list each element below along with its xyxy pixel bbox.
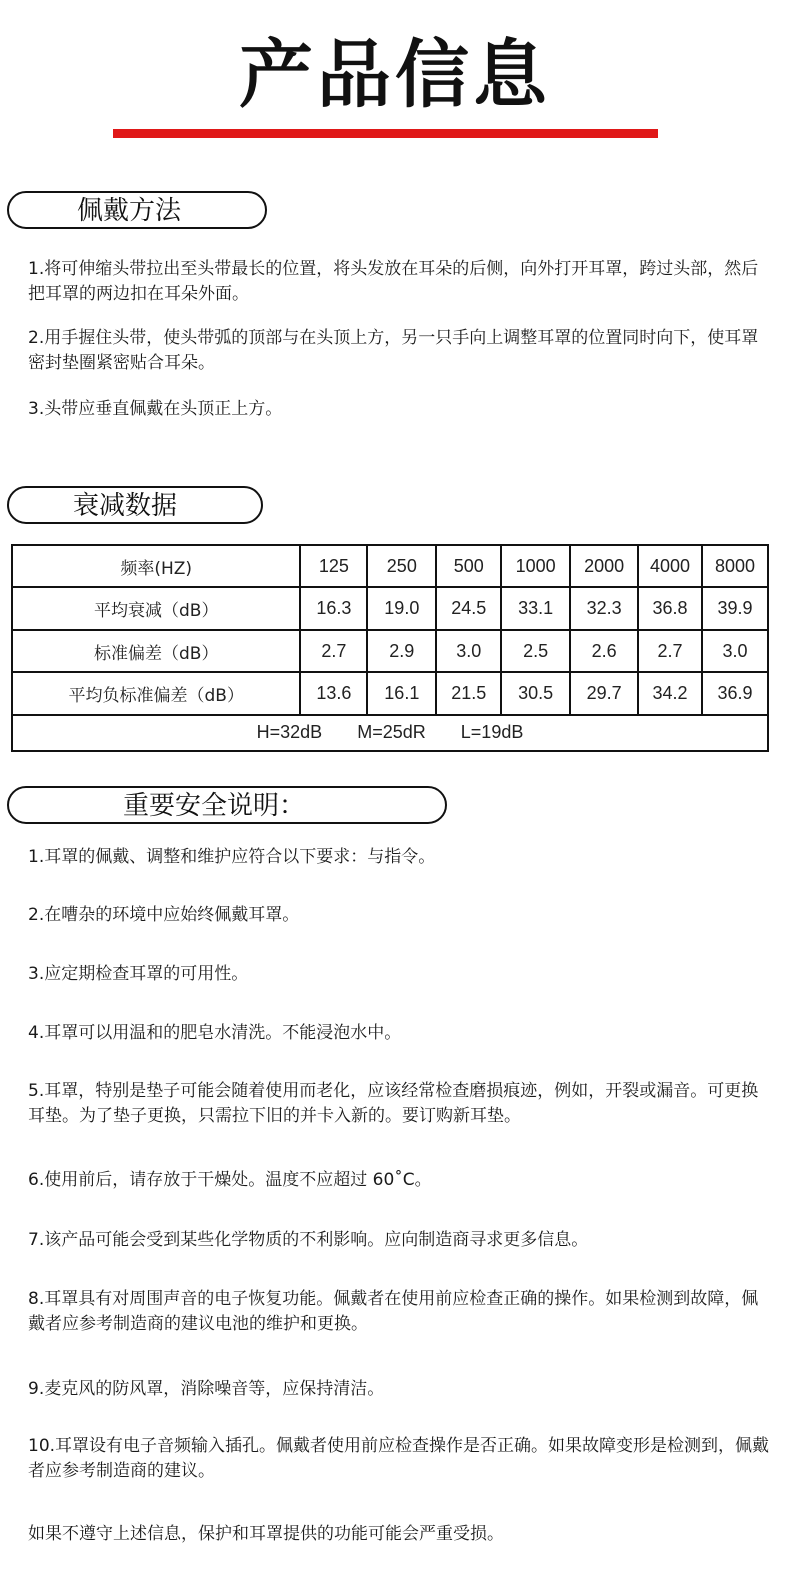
safety-item: 1.耳罩的佩戴、调整和维护应符合以下要求：与指令。: [28, 847, 436, 867]
frequency-cell: 125: [300, 545, 367, 587]
value-cell: 29.7: [570, 672, 638, 714]
row-label: 标准偏差（dB）: [12, 630, 300, 672]
summary-cell: [12, 715, 768, 751]
summary-l: L=19dB: [460, 722, 524, 743]
summary-m: M=25dR: [357, 722, 426, 743]
frequency-cell: 4000: [638, 545, 702, 587]
safety-item: 9.麦克风的防风罩，消除噪音等，应保持清洁。: [28, 1379, 385, 1399]
safety-item: 5.耳罩，特别是垫子可能会随着使用而老化，应该经常检查磨损痕迹，例如，开裂或漏音。可更换耳垫。为了垫子更换，只需拉下旧的并卡入新的。要订购新耳垫。: [28, 1081, 759, 1126]
value-cell: 2.7: [638, 630, 702, 672]
safety-item: 10.耳罩设有电子音频输入插孔。佩戴者使用前应检查操作是否正确。如果故障变形是检测到，佩戴者应参考制造商的建议。: [28, 1436, 770, 1481]
row-label: 平均衰减（dB）: [12, 587, 300, 629]
section-heading-safety: 重要安全说明：: [123, 791, 306, 821]
safety-item: 如果不遵守上述信息，保护和耳罩提供的功能可能会严重受损。: [28, 1524, 504, 1544]
table-row: [12, 545, 768, 587]
value-cell: 39.9: [702, 587, 768, 629]
frequency-cell: 500: [436, 545, 501, 587]
safety-item: 7.该产品可能会受到某些化学物质的不利影响。应向制造商寻求更多信息。: [28, 1230, 589, 1250]
safety-item: 8.耳罩具有对周围声音的电子恢复功能。佩戴者在使用前应检查正确的操作。如果检测到故障，佩戴者应参考制造商的建议电池的维护和更换。: [28, 1289, 759, 1334]
summary-h: H=32dB: [256, 722, 323, 743]
value-cell: 16.1: [367, 672, 436, 714]
value-cell: 33.1: [501, 587, 570, 629]
safety-item: 2.在嘈杂的环境中应始终佩戴耳罩。: [28, 905, 300, 925]
table-row: [12, 672, 768, 714]
section-header-attenuation: [7, 486, 263, 524]
page-title: 产品信息: [239, 32, 551, 118]
frequency-cell: 2000: [570, 545, 638, 587]
value-cell: 2.7: [300, 630, 367, 672]
value-cell: 3.0: [702, 630, 768, 672]
frequency-cell: 8000: [702, 545, 768, 587]
table-header-label: 频率(HZ): [12, 545, 300, 587]
safety-item: 6.使用前后，请存放于干燥处。温度不应超过 60˚C。: [28, 1170, 432, 1190]
value-cell: 32.3: [570, 587, 638, 629]
value-cell: 24.5: [436, 587, 501, 629]
value-cell: 16.3: [300, 587, 367, 629]
value-cell: 36.9: [702, 672, 768, 714]
wearing-step: 1.将可伸缩头带拉出至头带最长的位置，将头发放在耳朵的后侧，向外打开耳罩，跨过头部，然后把耳罩的两边扣在耳朵外面。: [28, 259, 759, 304]
frequency-cell: 250: [367, 545, 436, 587]
attenuation-table: [11, 544, 769, 752]
row-label: 平均负标准偏差（dB）: [12, 672, 300, 714]
section-heading-wearing: 佩戴方法: [77, 196, 182, 226]
safety-item: 3.应定期检查耳罩的可用性。: [28, 964, 249, 984]
value-cell: 2.9: [367, 630, 436, 672]
value-cell: 13.6: [300, 672, 367, 714]
value-cell: 19.0: [367, 587, 436, 629]
wearing-step: 3.头带应垂直佩戴在头顶正上方。: [28, 399, 283, 419]
value-cell: 34.2: [638, 672, 702, 714]
value-cell: 30.5: [501, 672, 570, 714]
value-cell: 2.6: [570, 630, 638, 672]
value-cell: 21.5: [436, 672, 501, 714]
table-row: [12, 587, 768, 629]
value-cell: 36.8: [638, 587, 702, 629]
safety-item: 4.耳罩可以用温和的肥皂水清洗。不能浸泡水中。: [28, 1023, 402, 1043]
table-row: [12, 715, 768, 751]
section-heading-attenuation: 衰减数据: [73, 491, 178, 521]
value-cell: 2.5: [501, 630, 570, 672]
section-header-wearing: [7, 191, 267, 229]
title-underline-bar: [113, 129, 658, 138]
frequency-cell: 1000: [501, 545, 570, 587]
section-header-safety: [7, 786, 447, 824]
value-cell: 3.0: [436, 630, 501, 672]
table-row: [12, 630, 768, 672]
wearing-step: 2.用手握住头带，使头带弧的顶部与在头顶上方，另一只手向上调整耳罩的位置同时向下，使耳罩密封垫圈紧密贴合耳朵。: [28, 328, 759, 373]
